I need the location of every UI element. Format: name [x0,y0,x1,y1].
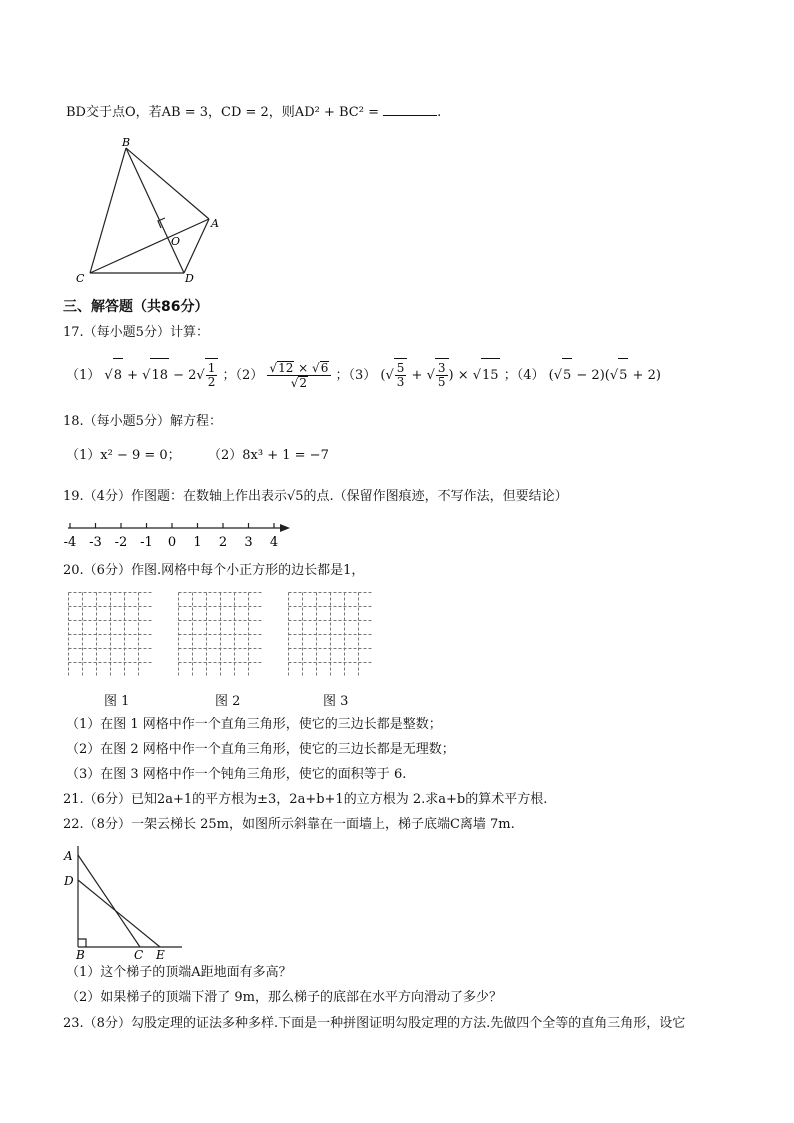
number-line-arrow [280,524,290,532]
number-line-tick-label: -4 [63,535,77,550]
caption-figure-2: 图 2 [215,694,241,709]
number-line-tick-label: 2 [218,535,228,550]
q22-stem: 22.（8分）一架云梯长 25m，如图所示斜靠在一面墙上，梯子底端C离墙 7m. [63,817,515,832]
label-B: B [76,948,85,960]
q22-part-2: （2）如果梯子的顶端下滑了 9m，那么梯子的底部在水平方向滑动了多少？ [66,990,503,1005]
caption-figure-1: 图 1 [104,694,130,709]
label-A: A [64,849,73,863]
q22-part-1: （1）这个梯子的顶端A距地面有多高？ [66,965,292,980]
q17-expr-4: (√5 − 2)(√5 + 2) [549,368,661,383]
q17-expressions: （1） √8 + √18 − 2√ $\frac{1}{2}$ ；（2） $\frac{√12 \times √6}{√2}$ ；（3） (√ $\frac{5}{3}$ + √ $\frac{3}{5}$ ) × √15 ；（4） (√5 − 2)(√5 + 2) [66,358,661,398]
number-line-ticks [64,523,278,550]
quadrilateral-figure [70,135,230,285]
q17-expr-2: $\frac{√12 \times √6}{√2}$ [267,368,331,383]
answer-blank[interactable] [383,103,437,116]
q18-part-1: （1）x² − 9 = 0； [66,448,181,463]
ladder-DE [78,880,160,947]
number-line-tick-label: 4 [269,535,279,550]
grid-figure-2[interactable] [178,592,262,676]
grid-figure-1[interactable] [68,592,152,676]
q20-part-2: （2）在图 2 网格中作一个直角三角形，使它的三边长都是无理数； [66,742,455,757]
q20-part-3: （3）在图 3 网格中作一个钝角三角形，使它的面积等于 6. [66,767,407,782]
label-A: A [211,217,219,230]
label-D: D [185,272,194,285]
dashed-grid [68,592,152,676]
label-D: D [64,874,74,888]
q17-expr-1: √8 + √18 − 2√ $\frac{1}{2}$ [104,368,218,383]
section-heading: 三、解答题（共86分） [63,299,209,315]
label-B: B [122,136,131,149]
number-line-tick-label: -2 [114,535,128,550]
q16-tail-text: BD交于点O，若AB = 3，CD = 2，则AD² + BC² = . [66,105,442,120]
dashed-grid [288,592,372,676]
q20-part-1: （1）在图 1 网格中作一个直角三角形，使它的三边长都是整数； [66,717,442,732]
segment-CA [90,219,209,273]
q17-stem: 17.（每小题5分）计算： [63,325,209,340]
grid-figure-3[interactable] [288,592,372,676]
number-line-tick-label: 1 [193,535,202,550]
q17-expr-3: (√ $\frac{5}{3}$ + √ $\frac{3}{5}$ ) × √15 [380,368,499,383]
q18-part-2: （2）8x³ + 1 = −7 [208,448,329,463]
q19-stem: 19.（4分）作图题：在数轴上作出表示√5的点.（保留作图痕迹，不写作法，但要结论） [63,489,568,504]
right-angle-mark [78,939,86,947]
q18-stem: 18.（每小题5分）解方程： [63,414,222,429]
segment-BD [126,148,184,273]
caption-figure-3: 图 3 [323,694,349,709]
ladder-AC [78,855,140,947]
label-O: O [171,235,181,248]
ladder-figure [60,840,190,960]
label-C: C [134,948,144,960]
label-C: C [76,272,85,285]
number-line-tick-label: 0 [167,535,177,550]
segment-AD [184,219,209,273]
number-line-tick-label: 3 [244,535,253,550]
number-line [60,518,300,552]
q20-stem: 20.（6分）作图.网格中每个小正方形的边长都是1， [63,563,365,578]
q23-text: 23.（8分）勾股定理的证法多种多样.下面是一种拼图证明勾股定理的方法.先做四个全等的直角三角形，设它 [63,1016,686,1031]
segment-BA [126,148,209,219]
number-line-tick-label: -1 [140,535,153,550]
dashed-grid [178,592,262,676]
segment-BC [90,148,126,273]
number-line-tick-label: -3 [89,535,102,550]
label-E: E [156,948,165,960]
q21-text: 21.（6分）已知2a+1的平方根为±3，2a+b+1的立方根为 2.求a+b的算术平方根. [63,792,548,807]
